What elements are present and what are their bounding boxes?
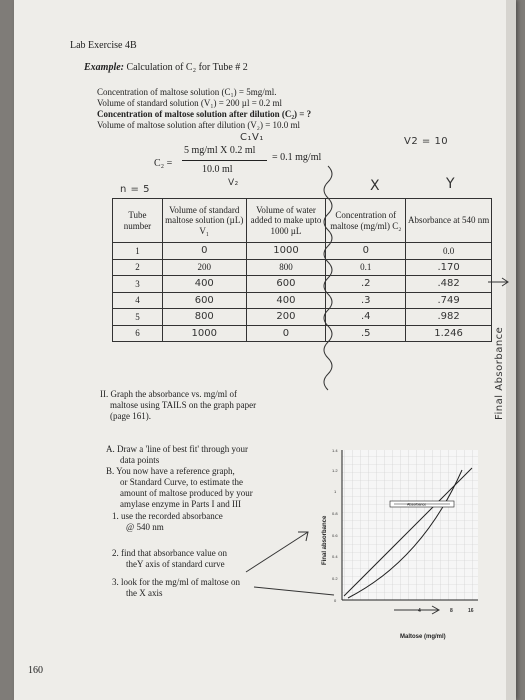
lab-manual-page (14, 0, 516, 700)
annotation-x: X (370, 178, 381, 194)
instruction-step2-line-1: 2. find that absorbance value on (112, 548, 227, 558)
annotation-v2: V₂ (228, 178, 239, 188)
cell: 400 (162, 276, 246, 293)
cell: 0.0 (406, 243, 492, 260)
header-absorbance: Absorbance at 540 nm (406, 199, 492, 243)
example-prefix: Example: (84, 62, 124, 73)
instruction-ii-line-2: maltose using TAILS on the graph paper (110, 400, 257, 410)
y-tick: 0 (334, 598, 337, 603)
cell: .3 (326, 292, 406, 309)
absorbance-arrow-label: Absorbance (407, 502, 427, 507)
x-tick: 16 (468, 608, 474, 614)
example-line-2: Volume of standard solution (V₁) = 200 µl = 0.2 ml (97, 98, 283, 108)
instruction-step1-line-1: 1. use the recorded absorbance (112, 511, 223, 521)
annotation-n5: n = 5 (120, 184, 150, 195)
annotation-c1v1: C₁V₁ (240, 132, 264, 143)
formula-denominator: 10.0 ml (202, 164, 233, 175)
cell: 0.1 (326, 259, 406, 276)
cell: 0 (326, 243, 406, 260)
instruction-a-line-1: A. Draw a 'line of best fit' through your (106, 444, 248, 454)
x-tick: 4 (418, 608, 421, 614)
cell: .2 (326, 276, 406, 293)
example-line-4: Volume of maltose solution after dilution (V₂) = 10.0 ml (97, 120, 301, 130)
y-tick: 1 (334, 489, 337, 494)
instruction-ii-line-3: (page 161). (110, 411, 151, 421)
header-c2: Concentration of maltose (mg/ml) C₂ (326, 199, 406, 243)
instruction-b-line-2: or Standard Curve, to estimate the (120, 477, 243, 487)
instruction-step3-line-1: 3. look for the mg/ml of maltose on (112, 577, 240, 587)
example-line-3: Concentration of maltose solution after dilution (C₂) = ? (97, 109, 312, 119)
side-label-final-absorbance: Final Absorbance (494, 326, 505, 420)
example-line-1: Concentration of maltose solution (C₁) = 5mg/ml. (97, 87, 277, 97)
y-tick: 0.2 (332, 576, 338, 581)
cell: 6 (113, 325, 163, 342)
instruction-b-line-3: amount of maltose produced by your (120, 488, 253, 498)
formula-lhs: C₂ = (154, 158, 173, 169)
cell: 5 (113, 309, 163, 326)
cell: .482 (406, 276, 492, 293)
cell: 2 (113, 259, 163, 276)
cell: 1000 (162, 325, 246, 342)
instruction-b-line-4: amylase enzyme in Parts I and III (120, 499, 241, 509)
exercise-label: Lab Exercise 4B (70, 40, 137, 51)
instruction-ii-line-1: II. Graph the absorbance vs. mg/ml of (100, 389, 237, 399)
y-tick-labels (332, 448, 338, 603)
cell: .170 (406, 259, 492, 276)
y-tick: 0.4 (332, 554, 338, 559)
x-tick: 8 (450, 608, 453, 614)
annotation-v2-eq: V2 = 10 (404, 136, 449, 147)
y-tick: 0.8 (332, 511, 338, 516)
header-water: Volume of water added to make upto 1000 µL (246, 199, 326, 243)
page-number: 160 (28, 665, 43, 676)
graph-svg (312, 440, 482, 650)
header-v1: Volume of standard maltose solution (µL) V₁ (162, 199, 246, 243)
x-tick-labels (418, 608, 474, 614)
cell: 600 (162, 292, 246, 309)
cell: 3 (113, 276, 163, 293)
instruction-step3-line-2: the X axis (126, 588, 163, 598)
y-tick: 1.4 (332, 448, 338, 453)
header-tube: Tube number (113, 199, 163, 243)
formula-result: = 0.1 mg/ml (272, 152, 322, 163)
cell: 0 (162, 243, 246, 260)
cell: .5 (326, 325, 406, 342)
annotation-y: Y (446, 176, 456, 192)
cell: 1000 (246, 243, 326, 260)
y-tick: 1.2 (332, 468, 338, 473)
cell: 200 (246, 309, 326, 326)
instruction-b-line-1: B. You now have a reference graph, (106, 466, 235, 476)
y-axis-label: Final absorbance (322, 515, 328, 565)
cell: 0 (246, 325, 326, 342)
standard-curve-graph (312, 440, 482, 650)
cell: 800 (162, 309, 246, 326)
cell: 200 (162, 259, 246, 276)
cell: 400 (246, 292, 326, 309)
y-tick: 0.6 (332, 533, 338, 538)
cell: 600 (246, 276, 326, 293)
instruction-a-line-2: data points (120, 455, 160, 465)
cell: 1 (113, 243, 163, 260)
cell: .4 (326, 309, 406, 326)
formula-numerator: 5 mg/ml X 0.2 ml (184, 145, 256, 156)
cell: 800 (246, 259, 326, 276)
example-title-text: Calculation of C₂ for Tube # 2 (126, 62, 248, 73)
cell: .982 (406, 309, 492, 326)
cell: 1.246 (406, 325, 492, 342)
x-axis-label: Maltose (mg/ml) (400, 634, 446, 640)
cell: .749 (406, 292, 492, 309)
instruction-step1-line-2: @ 540 nm (126, 522, 164, 532)
cell: 4 (113, 292, 163, 309)
instruction-step2-line-2: theY axis of standard curve (126, 559, 225, 569)
